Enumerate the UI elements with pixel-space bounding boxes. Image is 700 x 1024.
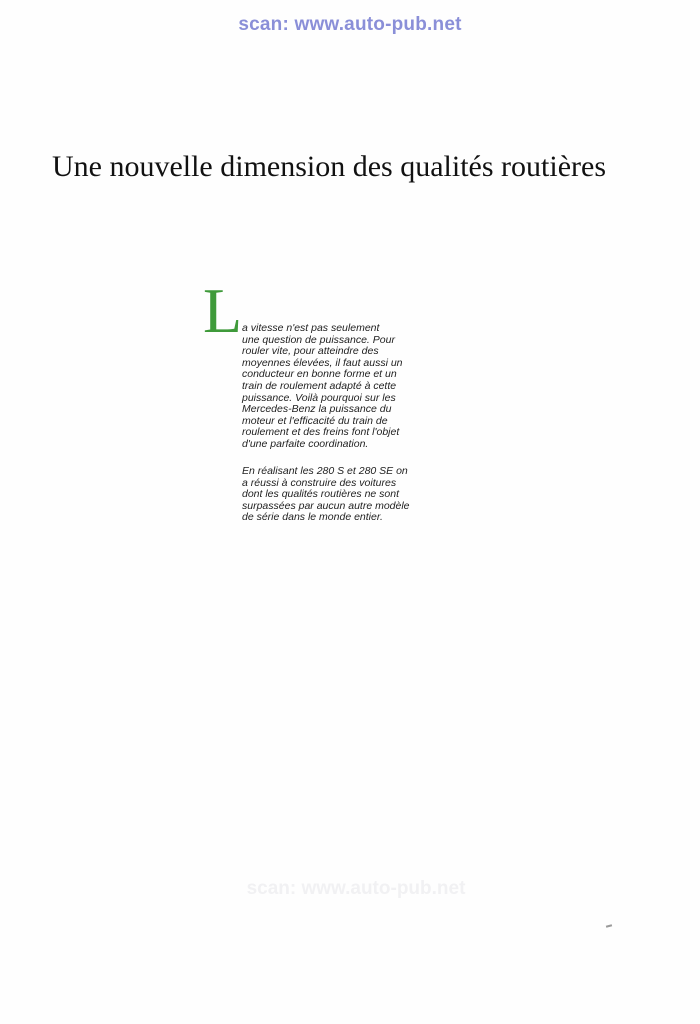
watermark-top: scan: www.auto-pub.net xyxy=(238,14,462,35)
paragraph-line: a réussi à construire des voitures xyxy=(242,476,397,489)
paragraph-line: roulement et des freins font l'objet xyxy=(242,426,400,439)
watermark-bottom: scan: www.auto-pub.net xyxy=(246,878,466,899)
paragraph-line: une question de puissance. Pour xyxy=(242,333,395,346)
corner-mark xyxy=(606,924,612,927)
paragraph-line: moteur et l'efficacité du train de xyxy=(242,414,388,427)
paragraph-line: rouler vite, pour atteindre des xyxy=(242,345,379,358)
paragraph-line: de série dans le monde entier. xyxy=(242,511,383,524)
drop-cap-letter: L xyxy=(203,275,243,346)
paragraph-line: Mercedes-Benz la puissance du xyxy=(242,403,392,416)
paragraph-1 xyxy=(242,323,442,451)
paragraph-line: puissance. Voilà pourquoi sur les xyxy=(242,391,396,404)
paragraph-2 xyxy=(242,466,452,524)
paragraph-line: En réalisant les 280 S et 280 SE on xyxy=(242,465,408,477)
paragraph-line: surpassées par aucun autre modèle xyxy=(242,499,410,512)
paragraph-line: conducteur en bonne forme et un xyxy=(242,368,397,381)
paragraph-line: dont les qualités routières ne sont xyxy=(242,488,400,501)
paragraph-line: moyennes élevées, il faut aussi un xyxy=(242,356,403,369)
paragraph-line: d'une parfaite coordination. xyxy=(242,437,369,450)
page-title: Une nouvelle dimension des qualités routières xyxy=(51,150,607,183)
paragraph-line: train de roulement adapté à cette xyxy=(242,379,397,392)
paragraph-line: a vitesse n'est pas seulement xyxy=(242,322,380,334)
